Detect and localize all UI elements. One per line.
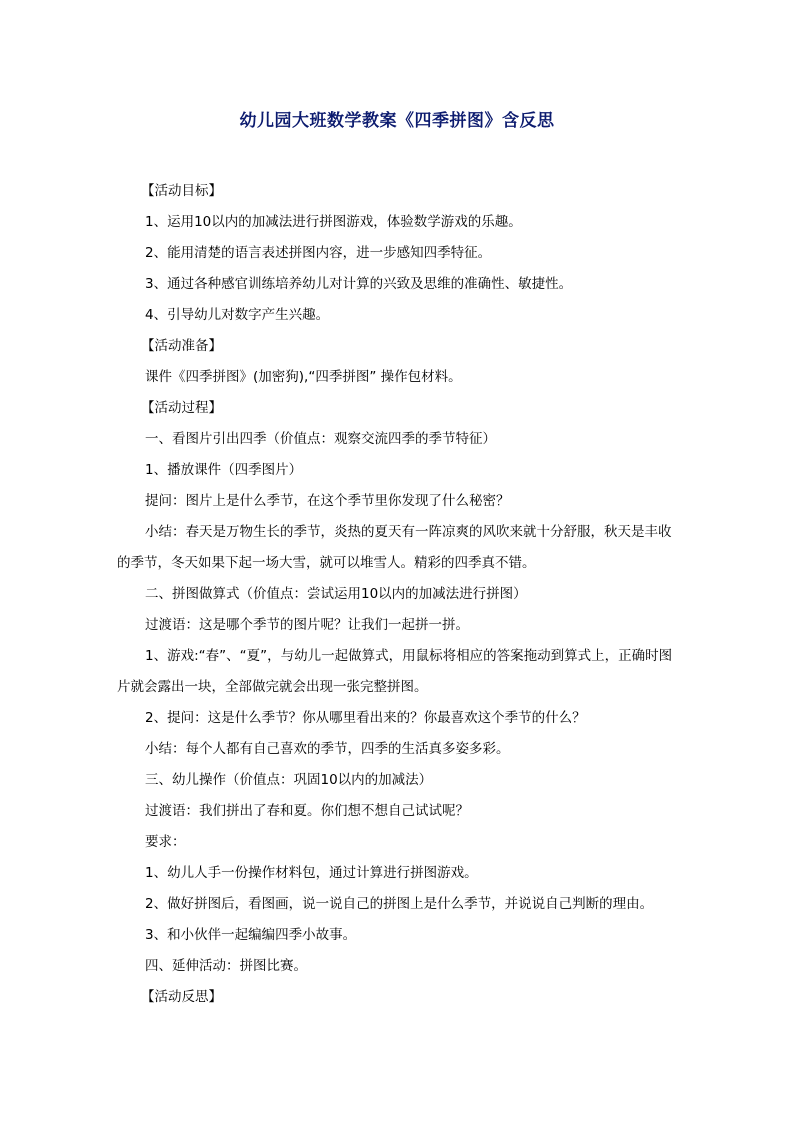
paragraph: 要求： [145,834,186,850]
paragraph: 1、运用10以内的加减法进行拼图游戏，体验数学游戏的乐趣。 [145,214,522,230]
paragraph: 3、通过各种感官训练培养幼儿对计算的兴致及思维的准确性、敏捷性。 [145,276,573,292]
paragraph: 1、幼儿人手一份操作材料包，通过计算进行拼图游戏。 [145,865,478,881]
paragraph: 小结：每个人都有自己喜欢的季节，四季的生活真多姿多彩。 [145,741,510,757]
paragraph: 四、延伸活动：拼图比赛。 [145,958,307,974]
paragraph: 1、游戏:“春”、“夏”，与幼儿一起做算式，用鼠标将相应的答案拖动到算式上，正确时图片就会露出一块，全部做完就会出现一张完整拼图。 [117,648,673,695]
document-body [117,176,679,1013]
section-heading-reflection: 【活动反思】 [141,989,222,1005]
section-heading-goals: 【活动目标】 [141,183,222,199]
paragraph: 一、看图片引出四季（价值点：观察交流四季的季节特征） [145,431,496,447]
paragraph: 课件《四季拼图》(加密狗),“四季拼图” 操作包材料。 [145,369,462,385]
section-heading-preparation: 【活动准备】 [141,338,222,354]
paragraph: 3、和小伙伴一起编编四季小故事。 [145,927,357,943]
paragraph: 过渡语：我们拼出了春和夏。你们想不想自己试试呢？ [145,803,469,819]
paragraph: 1、播放课件（四季图片） [145,462,303,478]
paragraph: 三、幼儿操作（价值点：巩固10以内的加减法） [145,772,433,788]
paragraph: 过渡语：这是哪个季节的图片呢？让我们一起拼一拼。 [145,617,469,633]
paragraph: 2、提问：这是什么季节？你从哪里看出来的？你最喜欢这个季节的什么？ [145,710,586,726]
paragraph: 提问：图片上是什么季节，在这个季节里你发现了什么秘密？ [145,493,510,509]
paragraph: 2、能用清楚的语言表述拼图内容，进一步感知四季特征。 [145,245,492,261]
section-heading-process: 【活动过程】 [141,400,222,416]
paragraph: 2、做好拼图后，看图画，说一说自己的拼图上是什么季节，并说说自己判断的理由。 [145,896,654,912]
page-title: 幼儿园大班数学教案《四季拼图》含反思 [239,111,555,131]
paragraph: 二、拼图做算式（价值点：尝试运用10以内的加减法进行拼图） [145,586,527,602]
paragraph: 4、引导幼儿对数字产生兴趣。 [145,307,330,323]
paragraph: 小结：春天是万物生长的季节，炎热的夏天有一阵凉爽的风吹来就十分舒服，秋天是丰收的季节，冬天如果下起一场大雪，就可以堆雪人。精彩的四季真不错。 [117,524,672,571]
